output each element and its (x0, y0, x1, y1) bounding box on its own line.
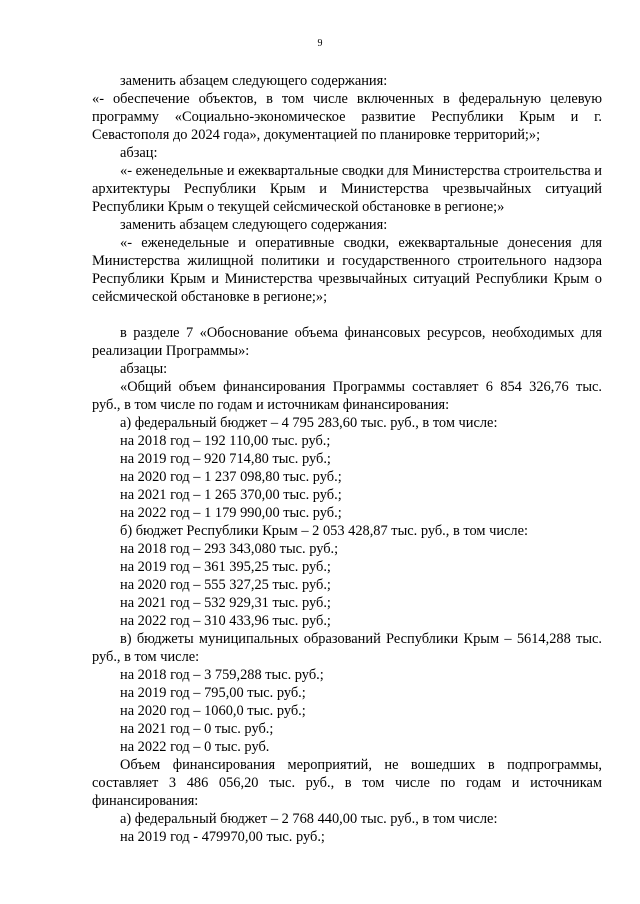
paragraph: б) бюджет Республики Крым – 2 053 428,87 тыс. руб., в том числе: (120, 523, 528, 539)
paragraph: абзацы: (120, 361, 168, 377)
paragraph: «- обеспечение объектов, в том числе включенных в федеральную целевую программу «Социально-экономическое развитие Республики Крым и г. Севастополя до 2024 года», документацией по планировке территорий;»; (92, 91, 602, 143)
paragraph: на 2020 год – 1060,0 тыс. руб.; (120, 703, 306, 719)
paragraph: на 2019 год - 479970,00 тыс. руб.; (120, 829, 325, 845)
paragraph: на 2021 год – 0 тыс. руб.; (120, 721, 274, 737)
paragraph: на 2018 год – 3 759,288 тыс. руб.; (120, 667, 324, 683)
paragraph: на 2019 год – 795,00 тыс. руб.; (120, 685, 306, 701)
paragraph: заменить абзацем следующего содержания: (120, 73, 388, 89)
paragraph: на 2019 год – 361 395,25 тыс. руб.; (120, 559, 331, 575)
paragraph: заменить абзацем следующего содержания: (120, 217, 388, 233)
paragraph: на 2022 год – 0 тыс. руб. (120, 739, 270, 755)
paragraph: на 2020 год – 1 237 098,80 тыс. руб.; (120, 469, 342, 485)
paragraph: а) федеральный бюджет – 4 795 283,60 тыс. руб., в том числе: (120, 415, 498, 431)
page-number: 9 (317, 38, 323, 49)
paragraph: на 2019 год – 920 714,80 тыс. руб.; (120, 451, 331, 467)
paragraph: на 2021 год – 532 929,31 тыс. руб.; (120, 595, 331, 611)
paragraph: «- еженедельные и оперативные сводки, ежеквартальные донесения для Министерства жилищной политики и государственного строительного надзора Республики Крым и Министерства чрезвычайных ситуаций Республики Крым о сейсмической обстановке в регионе;»; (92, 235, 602, 305)
paragraph: Объем финансирования мероприятий, не вошедших в подпрограммы, составляет 3 486 056,20 тыс. руб., в том числе по годам и источникам финансирования: (92, 757, 602, 809)
paragraph: в) бюджеты муниципальных образований Республики Крым – 5614,288 тыс. руб., в том числе: (92, 631, 602, 665)
paragraph: а) федеральный бюджет – 2 768 440,00 тыс. руб., в том числе: (120, 811, 498, 827)
paragraph: на 2020 год – 555 327,25 тыс. руб.; (120, 577, 331, 593)
paragraph: на 2021 год – 1 265 370,00 тыс. руб.; (120, 487, 342, 503)
paragraph: «- еженедельные и ежеквартальные сводки для Министерства строительства и архитектуры Республики Крым и Министерства чрезвычайных ситуаций Республики Крым о текущей сейсмической обстановке в регионе;» (92, 163, 602, 215)
paragraph: на 2022 год – 1 179 990,00 тыс. руб.; (120, 505, 342, 521)
document-body (92, 72, 602, 846)
paragraph: в разделе 7 «Обоснование объема финансовых ресурсов, необходимых для реализации Программы»: (92, 325, 602, 359)
paragraph: абзац: (120, 145, 158, 161)
paragraph: на 2022 год – 310 433,96 тыс. руб.; (120, 613, 331, 629)
paragraph: «Общий объем финансирования Программы составляет 6 854 326,76 тыс. руб., в том числе по годам и источникам финансирования: (92, 379, 602, 413)
paragraph: на 2018 год – 192 110,00 тыс. руб.; (120, 433, 331, 449)
paragraph: на 2018 год – 293 343,080 тыс. руб.; (120, 541, 339, 557)
